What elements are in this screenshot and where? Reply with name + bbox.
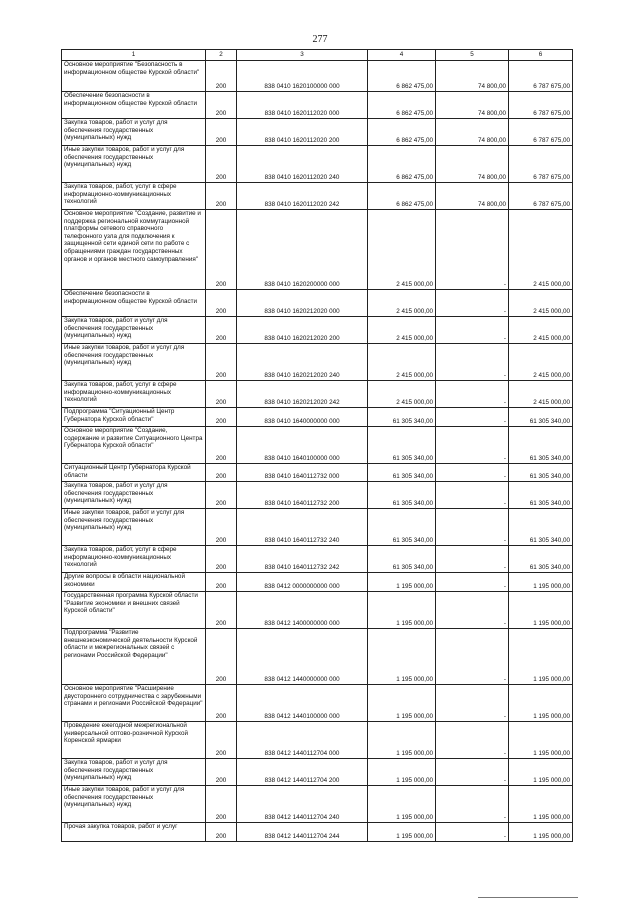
row-section-cell: 200 bbox=[206, 210, 237, 290]
row-change-cell: - bbox=[436, 290, 509, 317]
row-name-cell: Основное мероприятие "Безопасность в информационном обществе Курской области" bbox=[62, 61, 206, 92]
budget-table bbox=[61, 49, 573, 842]
row-name-cell: Иные закупки товаров, работ и услуг для обеспечения государственных (муниципальных) нужд bbox=[62, 509, 206, 546]
row-name-cell: Обеспечение безопасности в информационном обществе Курской области bbox=[62, 92, 206, 119]
row-change-cell: - bbox=[436, 464, 509, 482]
row-section-cell: 200 bbox=[206, 629, 237, 685]
row-change-cell: - bbox=[436, 722, 509, 759]
row-name-cell: Государственная программа Курской области "Развитие экономики и внешних связей Курской области" bbox=[62, 592, 206, 629]
row-name-cell: Подпрограмма "Развитие внешнеэкономической деятельности Курской области и межрегиональных связей с регионами Российской Федерации" bbox=[62, 629, 206, 685]
row-name-cell: Основное мероприятие "Создание, развитие и поддержка региональной коммутационной платформы сетевого справочного телефонного узла для подключения к защищенной сети единой сети по работе с обращениями граждан государственных органов и органов местного самоуправления" bbox=[62, 210, 206, 290]
row-section-cell: 200 bbox=[206, 61, 237, 92]
row-code-cell: 838 0410 1640100000 000 bbox=[237, 427, 368, 464]
row-total-cell: 1 195 000,00 bbox=[509, 823, 573, 842]
row-change-cell: - bbox=[436, 381, 509, 408]
row-section-cell: 200 bbox=[206, 509, 237, 546]
row-change-cell: - bbox=[436, 685, 509, 722]
row-section-cell: 200 bbox=[206, 381, 237, 408]
row-amount-cell: 1 195 000,00 bbox=[368, 759, 436, 786]
row-section-cell: 200 bbox=[206, 92, 237, 119]
row-change-cell: 74 800,00 bbox=[436, 146, 509, 183]
table-row bbox=[62, 146, 573, 183]
row-name-cell: Проведение ежегодной межрегиональной универсальной оптово-розничной Курской Коренской ярмарки bbox=[62, 722, 206, 759]
table-row bbox=[62, 92, 573, 119]
row-code-cell: 838 0410 1620112020 200 bbox=[237, 119, 368, 146]
row-section-cell: 200 bbox=[206, 464, 237, 482]
column-6-header: 6 bbox=[509, 50, 573, 61]
row-amount-cell: 6 862 475,00 bbox=[368, 61, 436, 92]
table-row bbox=[62, 823, 573, 842]
row-amount-cell: 2 415 000,00 bbox=[368, 210, 436, 290]
row-change-cell: - bbox=[436, 573, 509, 592]
row-amount-cell: 1 195 000,00 bbox=[368, 685, 436, 722]
row-name-cell: Ситуационный Центр Губернатора Курской области bbox=[62, 464, 206, 482]
row-change-cell: 74 800,00 bbox=[436, 119, 509, 146]
table-row bbox=[62, 592, 573, 629]
row-code-cell: 838 0410 1620112020 000 bbox=[237, 92, 368, 119]
row-total-cell: 6 787 675,00 bbox=[509, 92, 573, 119]
row-code-cell: 838 0412 1440112704 200 bbox=[237, 759, 368, 786]
row-total-cell: 6 787 675,00 bbox=[509, 61, 573, 92]
row-section-cell: 200 bbox=[206, 146, 237, 183]
table-row bbox=[62, 509, 573, 546]
row-section-cell: 200 bbox=[206, 344, 237, 381]
row-amount-cell: 2 415 000,00 bbox=[368, 290, 436, 317]
table-row bbox=[62, 290, 573, 317]
table-row bbox=[62, 685, 573, 722]
table-row bbox=[62, 344, 573, 381]
row-section-cell: 200 bbox=[206, 119, 237, 146]
row-section-cell: 200 bbox=[206, 573, 237, 592]
row-total-cell: 61 305 340,00 bbox=[509, 509, 573, 546]
row-change-cell: - bbox=[436, 408, 509, 427]
row-change-cell: - bbox=[436, 759, 509, 786]
row-section-cell: 200 bbox=[206, 427, 237, 464]
column-4-header: 4 bbox=[368, 50, 436, 61]
row-name-cell: Иные закупки товаров, работ и услуг для обеспечения государственных (муниципальных) нужд bbox=[62, 344, 206, 381]
row-total-cell: 61 305 340,00 bbox=[509, 482, 573, 509]
row-code-cell: 838 0410 1640112732 200 bbox=[237, 482, 368, 509]
row-code-cell: 838 0410 1620212020 000 bbox=[237, 290, 368, 317]
row-total-cell: 1 195 000,00 bbox=[509, 629, 573, 685]
row-name-cell: Закупка товаров, работ и услуг для обеспечения государственных (муниципальных) нужд bbox=[62, 317, 206, 344]
table-row bbox=[62, 183, 573, 210]
table-row bbox=[62, 759, 573, 786]
row-name-cell: Подпрограмма "Ситуационный Центр Губернатора Курской области" bbox=[62, 408, 206, 427]
row-total-cell: 2 415 000,00 bbox=[509, 344, 573, 381]
row-section-cell: 200 bbox=[206, 482, 237, 509]
row-section-cell: 200 bbox=[206, 546, 237, 573]
row-total-cell: 61 305 340,00 bbox=[509, 427, 573, 464]
column-2-header: 2 bbox=[206, 50, 237, 61]
table-row bbox=[62, 722, 573, 759]
row-amount-cell: 1 195 000,00 bbox=[368, 722, 436, 759]
row-code-cell: 838 0410 1620200000 000 bbox=[237, 210, 368, 290]
row-amount-cell: 1 195 000,00 bbox=[368, 573, 436, 592]
row-code-cell: 838 0410 1620112020 242 bbox=[237, 183, 368, 210]
row-section-cell: 200 bbox=[206, 592, 237, 629]
row-total-cell: 61 305 340,00 bbox=[509, 408, 573, 427]
row-name-cell: Закупка товаров, работ, услуг в сфере информационно-коммуникационных технологий bbox=[62, 183, 206, 210]
column-number-row bbox=[62, 50, 573, 61]
row-amount-cell: 1 195 000,00 bbox=[368, 592, 436, 629]
row-name-cell: Закупка товаров, работ, услуг в сфере информационно-коммуникационных технологий bbox=[62, 546, 206, 573]
row-change-cell: - bbox=[436, 786, 509, 823]
row-total-cell: 2 415 000,00 bbox=[509, 381, 573, 408]
row-code-cell: 838 0410 1620212020 240 bbox=[237, 344, 368, 381]
row-code-cell: 838 0412 0000000000 000 bbox=[237, 573, 368, 592]
row-amount-cell: 6 862 475,00 bbox=[368, 92, 436, 119]
row-amount-cell: 61 305 340,00 bbox=[368, 509, 436, 546]
row-section-cell: 200 bbox=[206, 823, 237, 842]
row-name-cell: Обеспечение безопасности в информационном обществе Курской области bbox=[62, 290, 206, 317]
row-code-cell: 838 0412 1440100000 000 bbox=[237, 685, 368, 722]
row-total-cell: 6 787 675,00 bbox=[509, 146, 573, 183]
row-change-cell: - bbox=[436, 546, 509, 573]
row-code-cell: 838 0412 1400000000 000 bbox=[237, 592, 368, 629]
row-amount-cell: 6 862 475,00 bbox=[368, 119, 436, 146]
row-change-cell: 74 800,00 bbox=[436, 92, 509, 119]
row-code-cell: 838 0410 1640112732 000 bbox=[237, 464, 368, 482]
page-number: 277 bbox=[312, 34, 328, 45]
row-name-cell: Иные закупки товаров, работ и услуг для обеспечения государственных (муниципальных) нужд bbox=[62, 146, 206, 183]
row-amount-cell: 1 195 000,00 bbox=[368, 823, 436, 842]
row-section-cell: 200 bbox=[206, 685, 237, 722]
row-amount-cell: 61 305 340,00 bbox=[368, 464, 436, 482]
row-amount-cell: 1 195 000,00 bbox=[368, 786, 436, 823]
table-row bbox=[62, 786, 573, 823]
footer-rule bbox=[478, 897, 578, 898]
row-code-cell: 838 0412 1440112704 240 bbox=[237, 786, 368, 823]
row-name-cell: Основное мероприятие "Расширение двустороннего сотрудничества с зарубежными странами и регионами Российской Федерации" bbox=[62, 685, 206, 722]
row-change-cell: 74 800,00 bbox=[436, 61, 509, 92]
row-change-cell: - bbox=[436, 592, 509, 629]
table-row bbox=[62, 381, 573, 408]
column-5-header: 5 bbox=[436, 50, 509, 61]
row-total-cell: 2 415 000,00 bbox=[509, 290, 573, 317]
row-name-cell: Иные закупки товаров, работ и услуг для обеспечения государственных (муниципальных) нужд bbox=[62, 786, 206, 823]
row-section-cell: 200 bbox=[206, 786, 237, 823]
row-section-cell: 200 bbox=[206, 408, 237, 427]
row-name-cell: Основное мероприятие "Создание, содержание и развитие Ситуационного Центра Губернатора Курской области" bbox=[62, 427, 206, 464]
row-name-cell: Другие вопросы в области национальной экономики bbox=[62, 573, 206, 592]
row-code-cell: 838 0410 1620112020 240 bbox=[237, 146, 368, 183]
row-section-cell: 200 bbox=[206, 317, 237, 344]
row-total-cell: 6 787 675,00 bbox=[509, 119, 573, 146]
row-name-cell: Закупка товаров, работ и услуг для обеспечения государственных (муниципальных) нужд bbox=[62, 119, 206, 146]
table-row bbox=[62, 408, 573, 427]
table-row bbox=[62, 482, 573, 509]
row-amount-cell: 61 305 340,00 bbox=[368, 427, 436, 464]
row-code-cell: 838 0410 1640000000 000 bbox=[237, 408, 368, 427]
row-code-cell: 838 0410 1640112732 242 bbox=[237, 546, 368, 573]
row-amount-cell: 2 415 000,00 bbox=[368, 381, 436, 408]
row-total-cell: 61 305 340,00 bbox=[509, 546, 573, 573]
row-section-cell: 200 bbox=[206, 183, 237, 210]
row-total-cell: 6 787 675,00 bbox=[509, 183, 573, 210]
row-amount-cell: 2 415 000,00 bbox=[368, 344, 436, 381]
row-change-cell: - bbox=[436, 317, 509, 344]
row-code-cell: 838 0412 1440000000 000 bbox=[237, 629, 368, 685]
row-amount-cell: 61 305 340,00 bbox=[368, 408, 436, 427]
row-amount-cell: 2 415 000,00 bbox=[368, 317, 436, 344]
row-code-cell: 838 0410 1620212020 242 bbox=[237, 381, 368, 408]
row-total-cell: 1 195 000,00 bbox=[509, 685, 573, 722]
row-total-cell: 1 195 000,00 bbox=[509, 786, 573, 823]
row-amount-cell: 61 305 340,00 bbox=[368, 482, 436, 509]
row-change-cell: - bbox=[436, 823, 509, 842]
row-code-cell: 838 0412 1440112704 244 bbox=[237, 823, 368, 842]
table-row bbox=[62, 546, 573, 573]
table-row bbox=[62, 573, 573, 592]
row-total-cell: 2 415 000,00 bbox=[509, 317, 573, 344]
row-total-cell: 2 415 000,00 bbox=[509, 210, 573, 290]
row-amount-cell: 6 862 475,00 bbox=[368, 183, 436, 210]
table-row bbox=[62, 119, 573, 146]
column-1-header: 1 bbox=[62, 50, 206, 61]
table-row bbox=[62, 210, 573, 290]
row-total-cell: 1 195 000,00 bbox=[509, 573, 573, 592]
row-change-cell: - bbox=[436, 629, 509, 685]
row-name-cell: Прочая закупка товаров, работ и услуг bbox=[62, 823, 206, 842]
row-total-cell: 1 195 000,00 bbox=[509, 592, 573, 629]
row-change-cell: - bbox=[436, 509, 509, 546]
row-total-cell: 1 195 000,00 bbox=[509, 722, 573, 759]
row-section-cell: 200 bbox=[206, 759, 237, 786]
row-section-cell: 200 bbox=[206, 290, 237, 317]
table-row bbox=[62, 427, 573, 464]
row-amount-cell: 6 862 475,00 bbox=[368, 146, 436, 183]
table-row bbox=[62, 464, 573, 482]
row-change-cell: - bbox=[436, 210, 509, 290]
row-amount-cell: 61 305 340,00 bbox=[368, 546, 436, 573]
row-name-cell: Закупка товаров, работ и услуг для обеспечения государственных (муниципальных) нужд bbox=[62, 759, 206, 786]
row-total-cell: 61 305 340,00 bbox=[509, 464, 573, 482]
row-change-cell: - bbox=[436, 427, 509, 464]
row-change-cell: - bbox=[436, 344, 509, 381]
table-row bbox=[62, 629, 573, 685]
row-name-cell: Закупка товаров, работ и услуг для обеспечения государственных (муниципальных) нужд bbox=[62, 482, 206, 509]
table-row bbox=[62, 317, 573, 344]
row-change-cell: - bbox=[436, 482, 509, 509]
row-code-cell: 838 0410 1620212020 200 bbox=[237, 317, 368, 344]
column-3-header: 3 bbox=[237, 50, 368, 61]
row-name-cell: Закупка товаров, работ, услуг в сфере информационно-коммуникационных технологий bbox=[62, 381, 206, 408]
row-code-cell: 838 0410 1640112732 240 bbox=[237, 509, 368, 546]
row-total-cell: 1 195 000,00 bbox=[509, 759, 573, 786]
row-code-cell: 838 0412 1440112704 000 bbox=[237, 722, 368, 759]
row-code-cell: 838 0410 1620100000 000 bbox=[237, 61, 368, 92]
row-amount-cell: 1 195 000,00 bbox=[368, 629, 436, 685]
table-row bbox=[62, 61, 573, 92]
row-change-cell: 74 800,00 bbox=[436, 183, 509, 210]
row-section-cell: 200 bbox=[206, 722, 237, 759]
